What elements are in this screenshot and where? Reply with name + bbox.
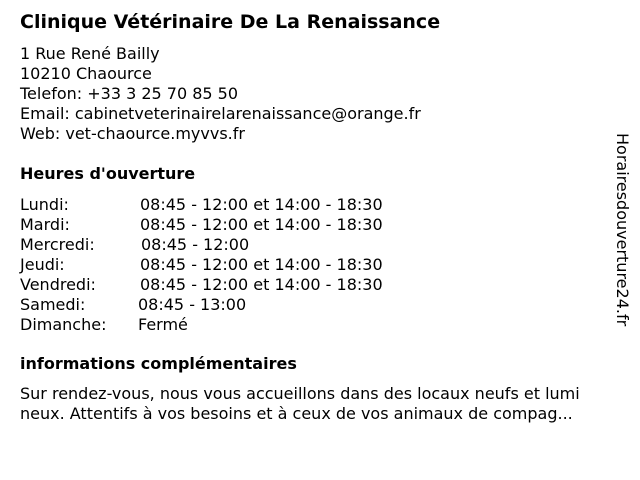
hours-day: Vendredi:	[20, 275, 96, 294]
hours-time: 08:45 - 12:00 et 14:00 - 18:30	[140, 215, 383, 234]
hours-time: 08:45 - 12:00 et 14:00 - 18:30	[140, 255, 383, 274]
hours-time: Fermé	[138, 315, 188, 334]
address-line-street: 1 Rue René Bailly	[20, 44, 160, 63]
hours-time: 08:45 - 12:00 et 14:00 - 18:30	[140, 275, 383, 294]
info-heading: informations complémentaires	[20, 354, 297, 373]
hours-day: Jeudi:	[20, 255, 65, 274]
hours-heading: Heures d'ouverture	[20, 164, 196, 183]
info-line-2: neux. Attentifs à vos besoins et à ceux de vos animaux de compag...	[20, 404, 573, 423]
address-line-city: 10210 Chaource	[20, 64, 152, 83]
hours-day: Mardi:	[20, 215, 70, 234]
hours-day: Samedi:	[20, 295, 86, 314]
info-line-1: Sur rendez-vous, nous vous accueillons dans des locaux neufs et lumi	[20, 384, 580, 403]
web-line: Web: vet-chaource.myvvs.fr	[20, 124, 245, 143]
phone-line: Telefon: +33 3 25 70 85 50	[20, 84, 239, 103]
hours-time: 08:45 - 13:00	[138, 295, 247, 314]
hours-time: 08:45 - 12:00	[141, 235, 250, 254]
contact-block	[20, 44, 421, 144]
hours-day: Lundi:	[20, 195, 69, 214]
hours-time: 08:45 - 12:00 et 14:00 - 18:30	[140, 195, 383, 214]
business-name: Clinique Vétérinaire De La Renaissance	[20, 11, 441, 33]
hours-day: Mercredi:	[20, 235, 95, 254]
info-description	[20, 384, 630, 424]
hours-day: Dimanche:	[20, 315, 107, 334]
email-line: Email: cabinetveterinairelarenaissance@orange.fr	[20, 104, 421, 123]
site-watermark: Horairesdouverture24.fr	[613, 133, 632, 327]
